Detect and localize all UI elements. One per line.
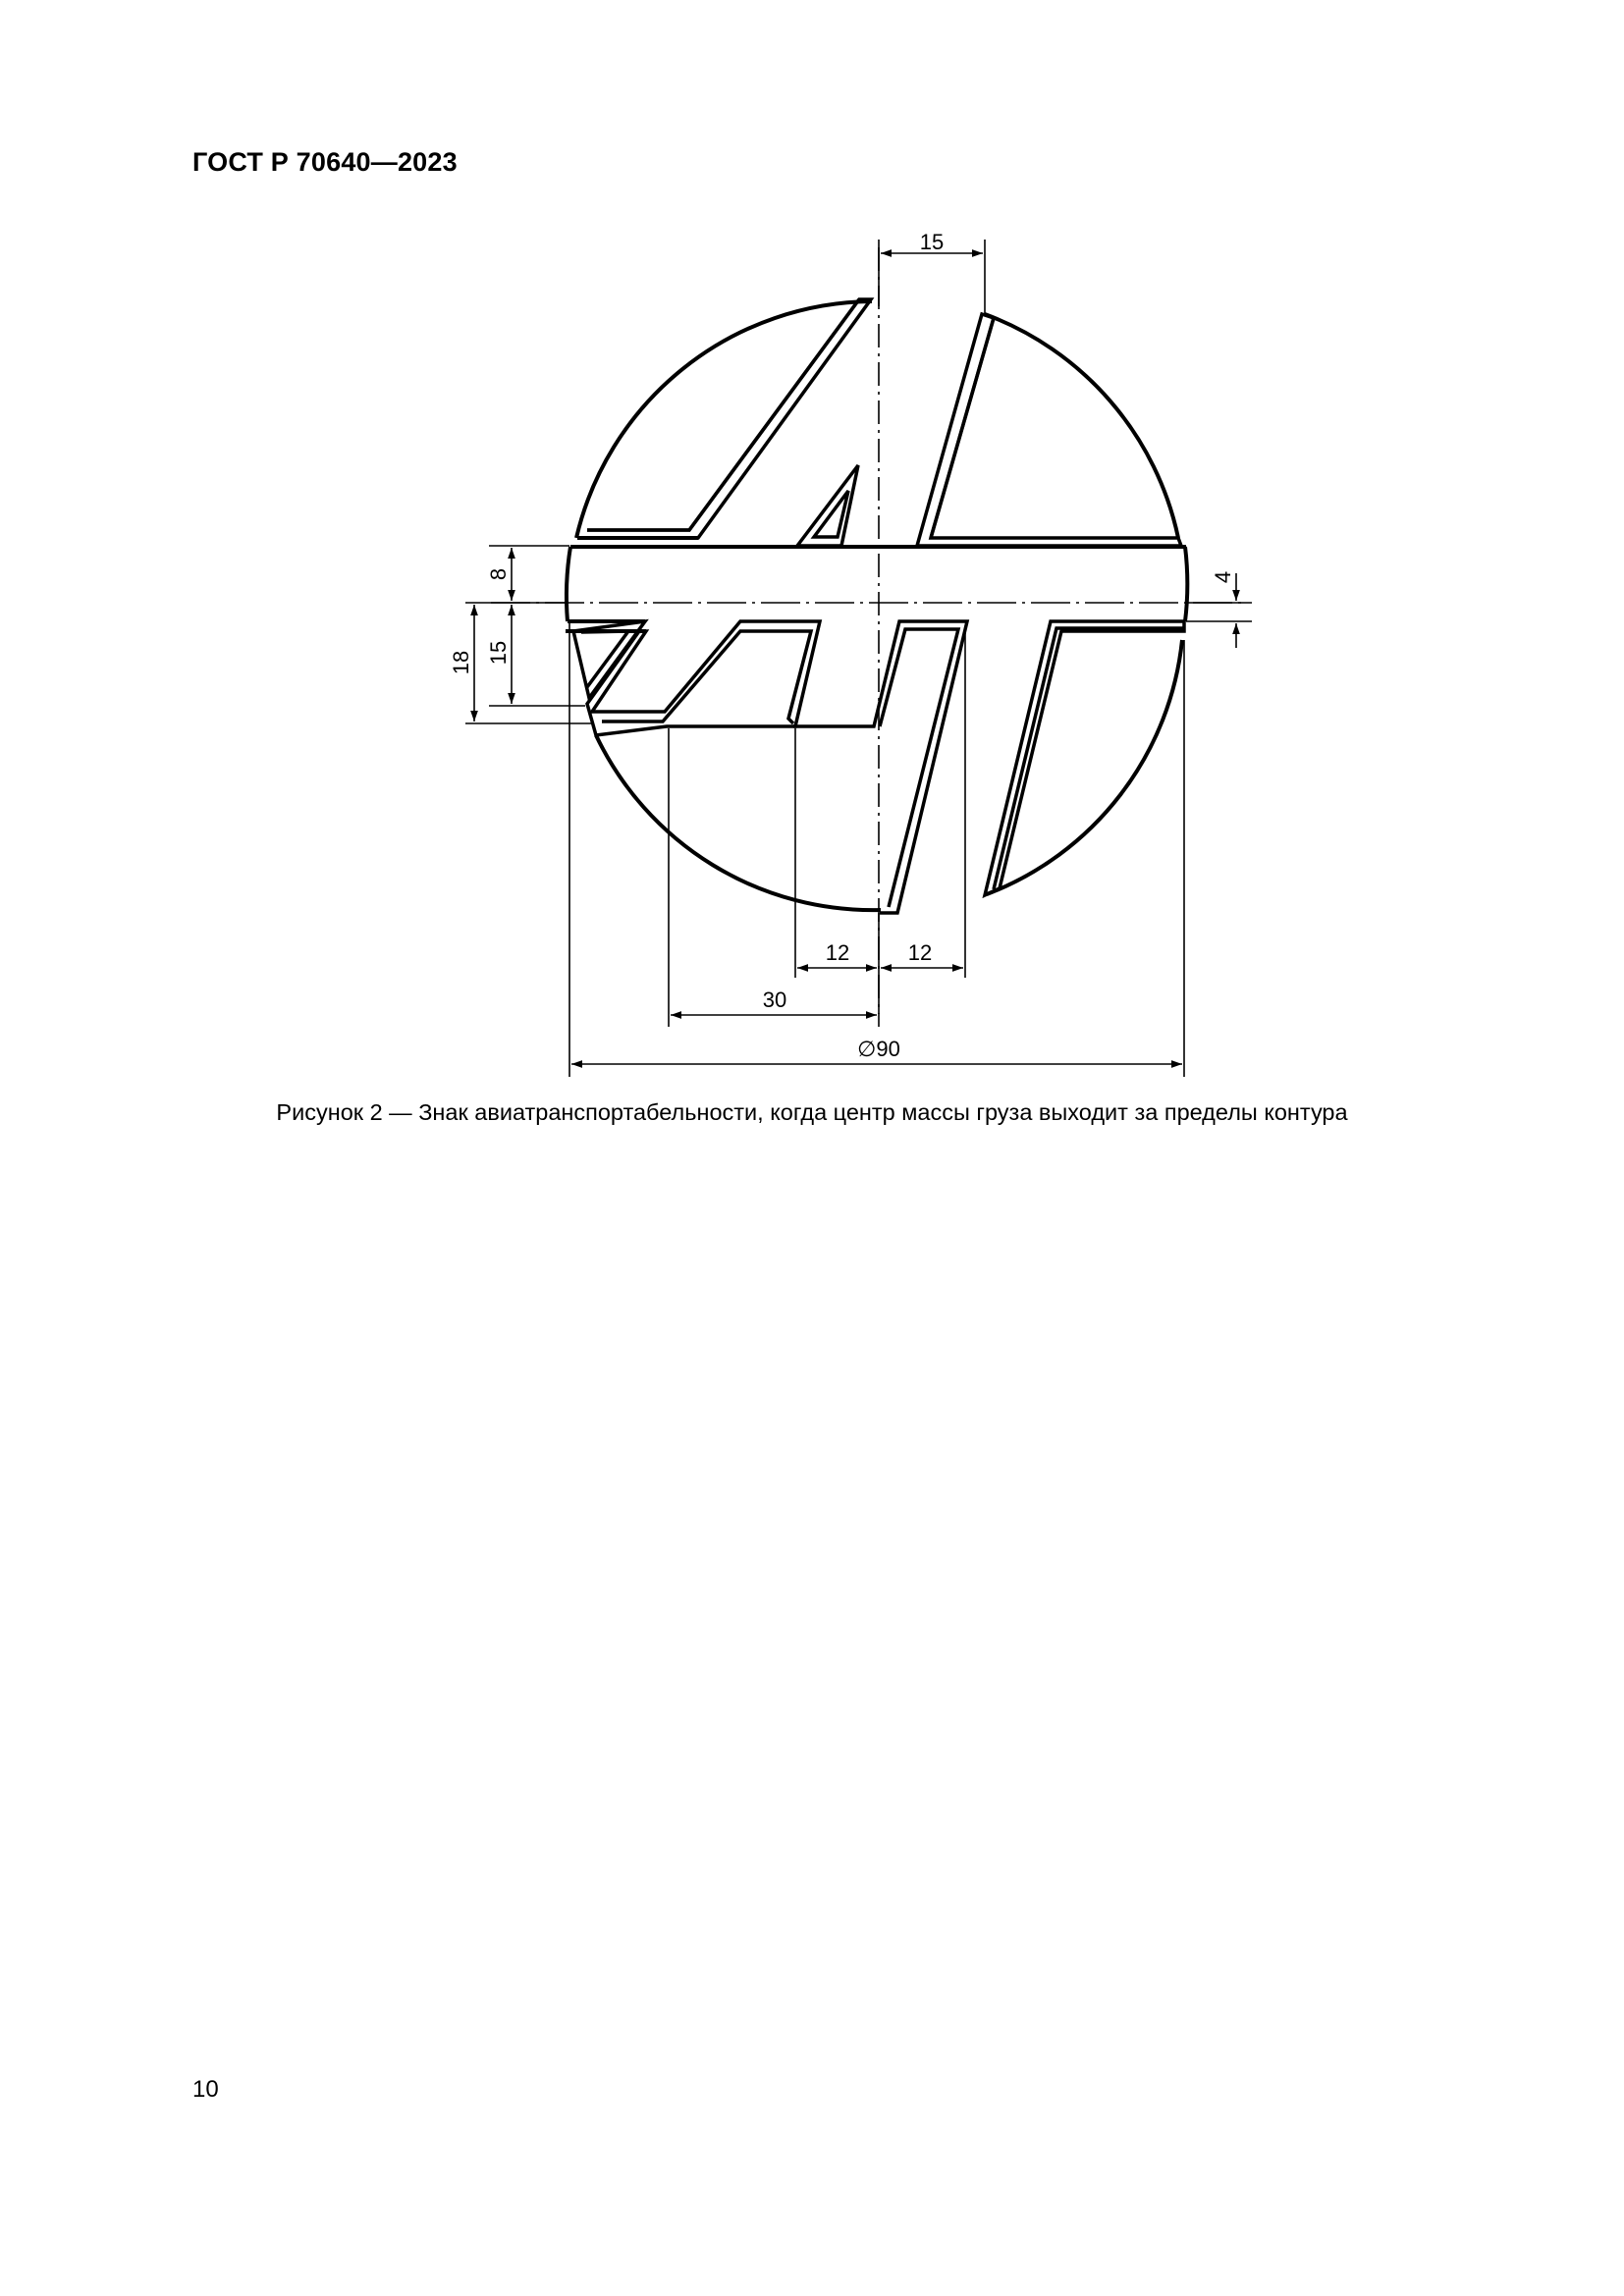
lower-right-i-outer [985, 621, 1184, 895]
lower-slant-stroke-inner [602, 631, 811, 723]
dimension-labels [449, 230, 1235, 1061]
extension-lines [465, 240, 1252, 1077]
dim-label-15-top: 15 [919, 230, 945, 254]
lower-middle-i-outer [793, 621, 967, 913]
circle-outline [566, 301, 1187, 910]
a-right-parallelogram-inner [931, 318, 994, 538]
dim-label-12-right: 12 [907, 940, 933, 965]
document-header: ГОСТ Р 70640—2023 [192, 147, 458, 177]
dim-label-8: 8 [486, 567, 511, 581]
lower-right-i-inner [994, 628, 1184, 889]
figure-caption: Рисунок 2 — Знак авиатранспортабельности, когда центр массы груза выходит за пределы контура [276, 1099, 1348, 1125]
dim-label-30: 30 [762, 988, 787, 1012]
lower-middle-i-inner [880, 629, 958, 907]
circle-arc-mid-left [567, 547, 570, 621]
dimension-lines [474, 253, 1236, 1064]
a-left-stroke-inner [587, 299, 859, 530]
circle-arc-top-right [985, 314, 1178, 538]
page-number: 10 [192, 2076, 219, 2103]
dim-label-18: 18 [449, 650, 473, 675]
dim-label-12-left: 12 [825, 940, 850, 965]
dim-label-4: 4 [1211, 570, 1235, 584]
circle-arc-mid-right [1185, 547, 1187, 621]
dim-label-diameter-90: ∅90 [857, 1037, 900, 1061]
a-small-triangle-outer [797, 465, 858, 546]
dim-label-15-left: 15 [486, 640, 511, 666]
circle-arc-bottom-left [596, 735, 881, 910]
